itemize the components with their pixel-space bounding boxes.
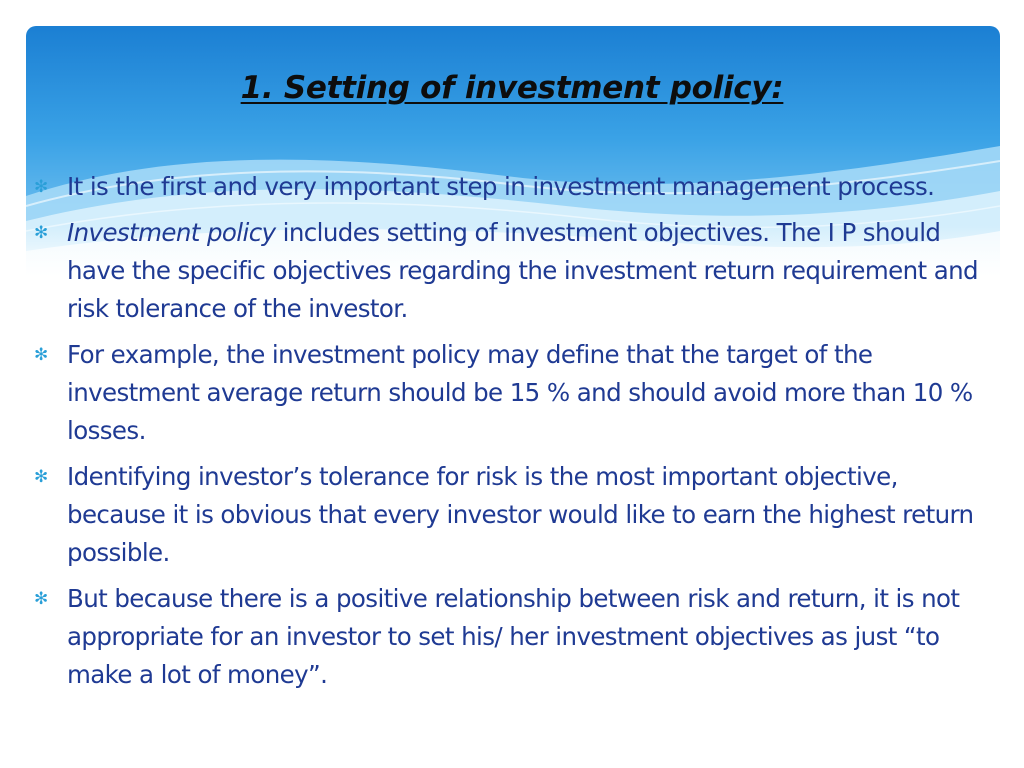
bullet-text: Identifying investor’s tolerance for risk is the most important objective, because it is obvious that every investor would like to earn the highest return possible.	[67, 462, 974, 567]
asterisk-bullet-icon: ✻	[34, 345, 48, 365]
asterisk-bullet-icon: ✻	[34, 589, 48, 609]
bullet-item	[32, 580, 1000, 694]
bullet-text: For example, the investment policy may define that the target of the investment average return should be 15 % and should avoid more than 10 % losses.	[67, 340, 973, 445]
bullet-text: But because there is a positive relationship between risk and return, it is not appropriate for an investor to set his/ her investment objectives as just “to make a lot of money”.	[67, 584, 960, 689]
slide-title: 1. Setting of investment policy:	[240, 70, 784, 106]
asterisk-bullet-icon: ✻	[34, 223, 48, 243]
bullet-item	[32, 458, 1000, 572]
bullet-text: includes setting of investment objectives. The I P should have the specific objectives regarding the investment return requirement and risk tolerance of the investor.	[67, 218, 979, 323]
bullet-list	[32, 168, 1000, 702]
bullet-italic-lead: Investment policy	[67, 218, 276, 247]
asterisk-bullet-icon: ✻	[34, 467, 48, 487]
asterisk-bullet-icon: ✻	[34, 177, 48, 197]
bullet-item	[32, 168, 1000, 206]
bullet-item	[32, 214, 1000, 328]
bullet-item	[32, 336, 1000, 450]
bullet-text: It is the first and very important step in investment management process.	[67, 172, 935, 201]
